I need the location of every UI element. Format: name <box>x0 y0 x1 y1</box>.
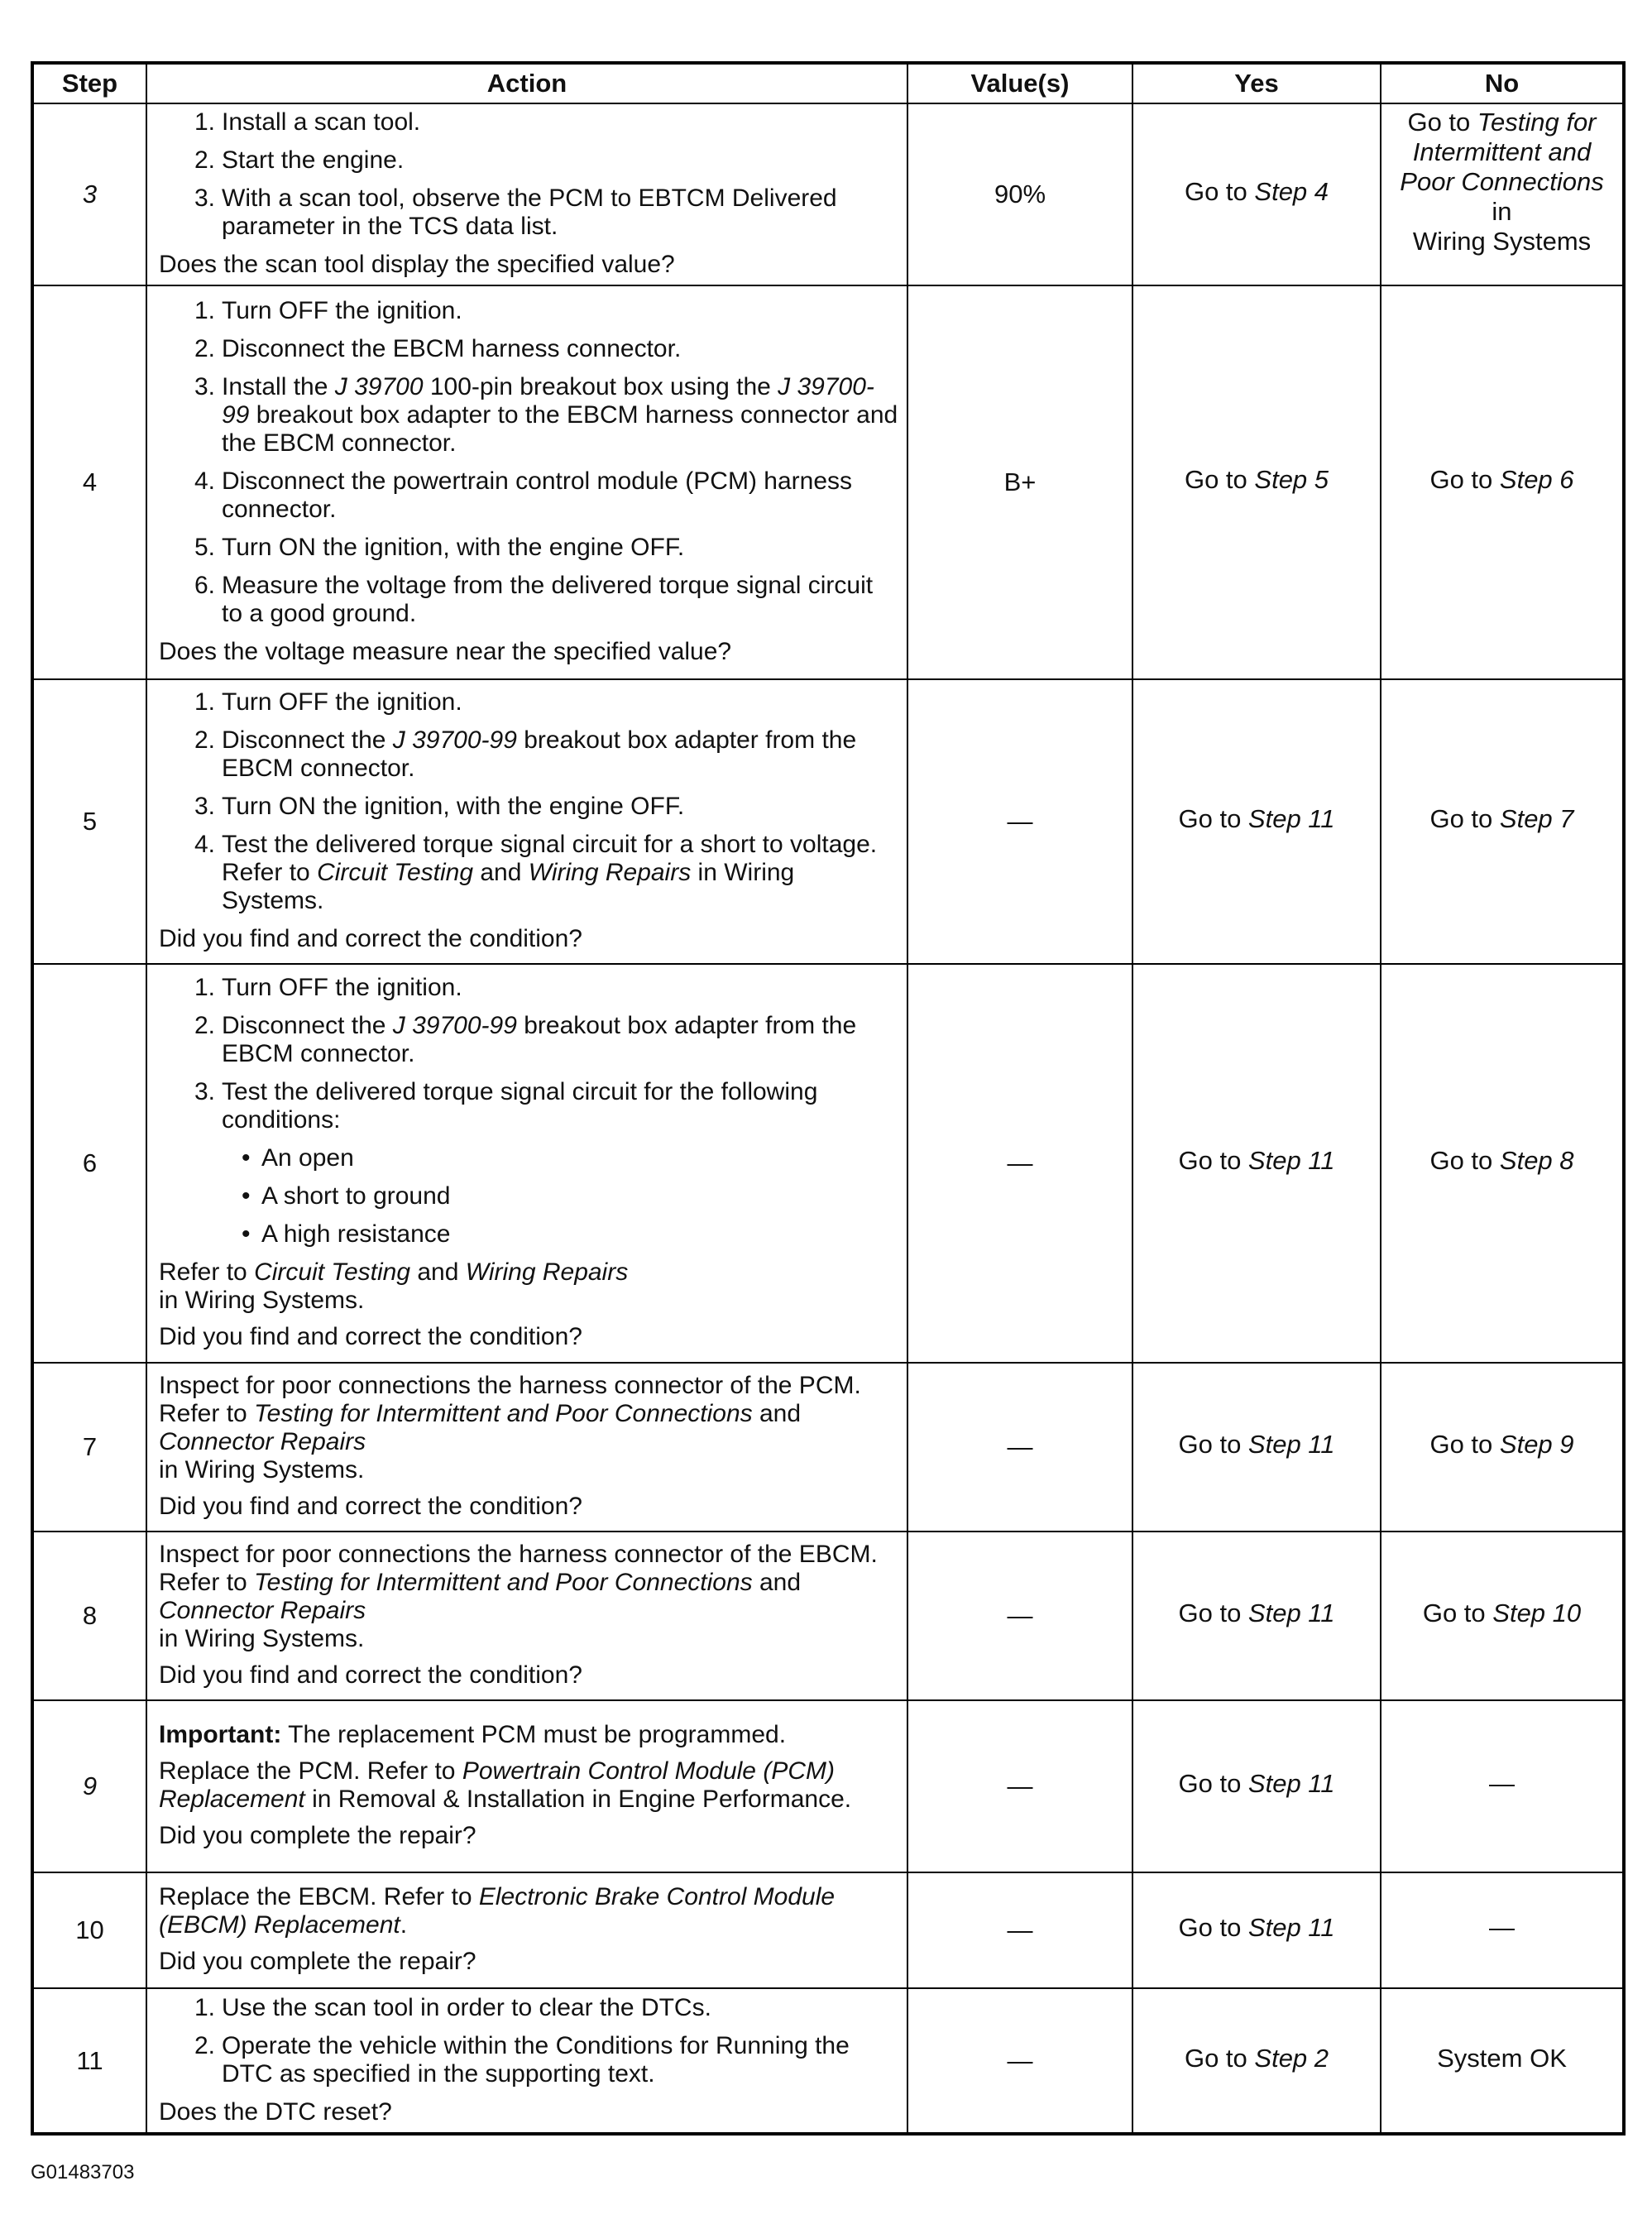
list-item: 2. Operate the vehicle within the Conditions for Running the DTC as specified in the supporting text. <box>194 2031 850 2088</box>
yes-cell: Go to Step 5 <box>1132 285 1381 679</box>
header-action: Action <box>146 63 907 103</box>
value-cell: — <box>907 1700 1132 1872</box>
figure-id: G01483703 <box>31 2161 135 2183</box>
question-text: Did you find and correct the condition? <box>159 1661 582 1689</box>
step-number: 9 <box>32 1700 146 1872</box>
action-cell <box>146 1532 907 1700</box>
question-text: Did you find and correct the condition? <box>159 925 582 952</box>
no-cell: Go to Step 8 <box>1381 964 1624 1363</box>
value-cell: — <box>907 1532 1132 1700</box>
value-cell: 90% <box>907 103 1132 285</box>
list-item: 2. Start the engine. <box>194 146 405 174</box>
list-item: 3. Turn ON the ignition, with the engine OFF. <box>194 793 685 820</box>
bullet-item: • A short to ground <box>159 1182 900 1210</box>
table-row <box>32 103 1624 285</box>
table-row <box>32 1872 1624 1988</box>
yes-cell: Go to Step 4 <box>1132 103 1381 285</box>
table-row <box>32 1532 1624 1700</box>
yes-cell: Go to Step 11 <box>1132 1363 1381 1532</box>
question-text: Does the scan tool display the specified value? <box>159 251 675 278</box>
no-cell: Go to Step 10 <box>1381 1532 1624 1700</box>
action-cell <box>146 1700 907 1872</box>
yes-cell: Go to Step 11 <box>1132 1532 1381 1700</box>
table-row <box>32 1363 1624 1532</box>
list-item: 2. Disconnect the J 39700-99 breakout box adapter from the EBCM connector. <box>194 726 857 782</box>
step-number: 4 <box>32 285 146 679</box>
question-text: Did you find and correct the condition? <box>159 1493 582 1520</box>
bullet-item: • A high resistance <box>159 1220 900 1249</box>
list-item: 4. Disconnect the powertrain control module (PCM) harness connector. <box>194 467 852 523</box>
list-item: 1. Use the scan tool in order to clear the DTCs. <box>194 1993 711 2021</box>
action-cell <box>146 1363 907 1532</box>
action-cell <box>146 1872 907 1988</box>
diagnostic-table <box>31 61 1626 2136</box>
list-item: 4. Test the delivered torque signal circuit for a short to voltage. Refer to Circuit Testing and Wiring Repairs in Wiring Systems. <box>194 831 878 914</box>
table-row <box>32 679 1624 964</box>
list-item: 5. Turn ON the ignition, with the engine OFF. <box>194 534 685 561</box>
header-values: Value(s) <box>907 63 1132 103</box>
no-cell: System OK <box>1381 1988 1624 2134</box>
list-item: 1. Turn OFF the ignition. <box>194 974 462 1001</box>
value-cell: — <box>907 964 1132 1363</box>
table-row <box>32 1700 1624 1872</box>
step-number: 6 <box>32 964 146 1363</box>
bullet-item: • An open <box>159 1144 900 1172</box>
table-row <box>32 285 1624 679</box>
step-number: 11 <box>32 1988 146 2134</box>
action-text: Replace the PCM. Refer to Powertrain Control Module (PCM) Replacement in Removal & Installation in Engine Performance. <box>159 1757 852 1813</box>
no-cell: — <box>1381 1700 1624 1872</box>
no-cell: — <box>1381 1872 1624 1988</box>
header-yes: Yes <box>1132 63 1381 103</box>
no-cell: Go to Step 6 <box>1381 285 1624 679</box>
question-text: Did you complete the repair? <box>159 1948 476 1975</box>
table-header-row <box>32 63 1624 103</box>
header-no: No <box>1381 63 1624 103</box>
yes-cell: Go to Step 11 <box>1132 1700 1381 1872</box>
list-item: 1. Turn OFF the ignition. <box>194 297 462 324</box>
table-row <box>32 1988 1624 2134</box>
yes-cell: Go to Step 11 <box>1132 679 1381 964</box>
question-text: Does the voltage measure near the specified value? <box>159 638 732 665</box>
action-text: Inspect for poor connections the harness connector of the EBCM. Refer to Testing for Intermittent and Poor Connections and Connector Repairs in Wiring Systems. <box>159 1541 878 1652</box>
value-cell: — <box>907 1988 1132 2134</box>
list-item: 2. Disconnect the EBCM harness connector. <box>194 335 682 362</box>
step-number: 7 <box>32 1363 146 1532</box>
action-text: Inspect for poor connections the harness connector of the PCM. Refer to Testing for Intermittent and Poor Connections and Connector Repairs in Wiring Systems. <box>159 1372 861 1484</box>
action-cell <box>146 285 907 679</box>
list-item: 3. Install the J 39700 100-pin breakout box using the J 39700-99 breakout box adapter to the EBCM harness connector and the EBCM connector. <box>194 373 898 457</box>
action-cell <box>146 964 907 1363</box>
value-cell: — <box>907 1363 1132 1532</box>
question-text: Did you find and correct the condition? <box>159 1323 582 1350</box>
list-item: 3. Test the delivered torque signal circuit for the following conditions: <box>194 1078 818 1134</box>
step-number: 5 <box>32 679 146 964</box>
action-cell <box>146 103 907 285</box>
refer-text: Refer to Circuit Testing and Wiring Repairs in Wiring Systems. <box>159 1258 629 1314</box>
question-text: Did you complete the repair? <box>159 1822 476 1849</box>
no-cell: Go to Step 7 <box>1381 679 1624 964</box>
diagnostic-table-sheet <box>31 61 1622 2136</box>
yes-cell: Go to Step 11 <box>1132 1872 1381 1988</box>
list-item: 1. Turn OFF the ignition. <box>194 688 462 716</box>
step-number: 8 <box>32 1532 146 1700</box>
list-item: 6. Measure the voltage from the delivered torque signal circuit to a good ground. <box>194 572 874 627</box>
step-number: 10 <box>32 1872 146 1988</box>
table-row <box>32 964 1624 1363</box>
list-item: 1. Install a scan tool. <box>194 108 421 136</box>
important-note: Important: The replacement PCM must be programmed. <box>159 1721 787 1748</box>
list-item: 2. Disconnect the J 39700-99 breakout box adapter from the EBCM connector. <box>194 1012 857 1067</box>
action-text: Replace the EBCM. Refer to Electronic Brake Control Module (EBCM) Replacement. <box>159 1883 836 1939</box>
step-number: 3 <box>32 103 146 285</box>
question-text: Does the DTC reset? <box>159 2097 392 2126</box>
yes-cell: Go to Step 11 <box>1132 964 1381 1363</box>
value-cell: B+ <box>907 285 1132 679</box>
list-item: 3. With a scan tool, observe the PCM to EBTCM Delivered parameter in the TCS data list. <box>194 185 837 240</box>
yes-cell: Go to Step 2 <box>1132 1988 1381 2134</box>
value-cell: — <box>907 679 1132 964</box>
no-cell: Go to Step 9 <box>1381 1363 1624 1532</box>
action-cell <box>146 1988 907 2134</box>
action-cell <box>146 679 907 964</box>
no-cell: Go to Testing for Intermittent and Poor Connections in Wiring Systems <box>1381 103 1624 285</box>
header-step: Step <box>32 63 146 103</box>
value-cell: — <box>907 1872 1132 1988</box>
